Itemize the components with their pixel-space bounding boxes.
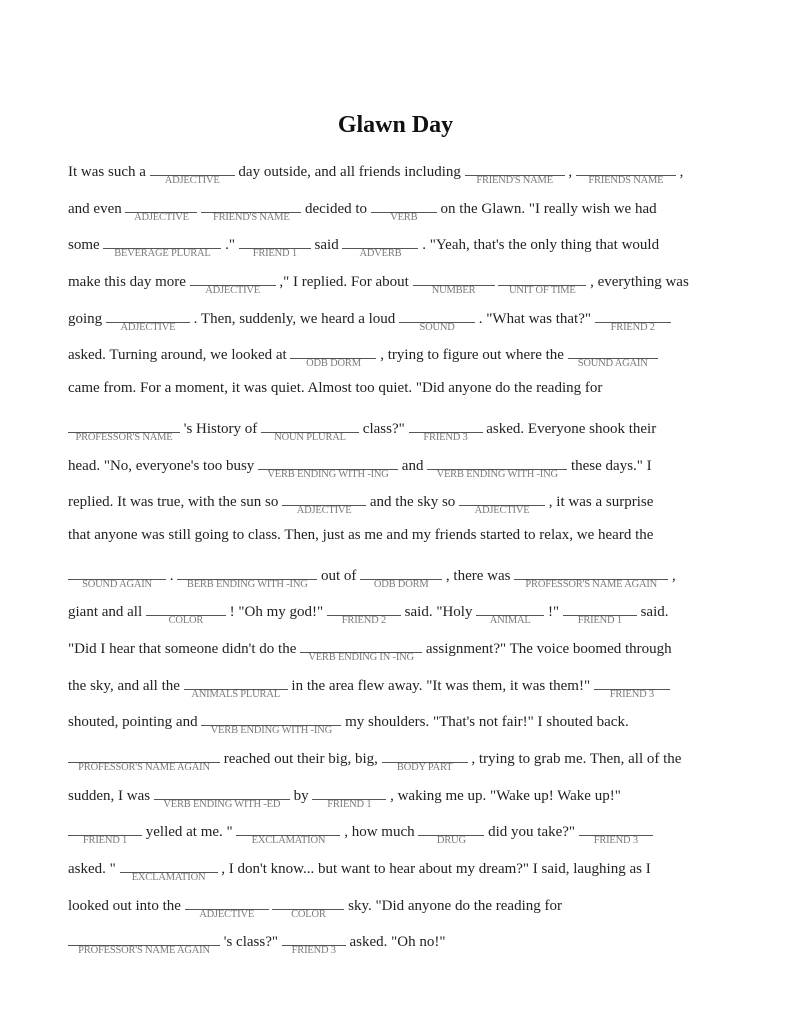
- story-line: [68, 894, 748, 931]
- story-text: asked. Turning around, we looked at: [68, 347, 291, 364]
- blank-field[interactable]: [68, 417, 180, 443]
- blank-label: ADJECTIVE: [134, 211, 189, 223]
- story-text: 's class?": [220, 934, 282, 951]
- blank-label: ODB DORM: [306, 358, 361, 370]
- blank-field[interactable]: [68, 930, 220, 957]
- blank-field[interactable]: [476, 600, 544, 627]
- blank-label: FRIENDS NAME: [588, 175, 664, 186]
- story-text: . "What was that?": [475, 310, 595, 327]
- blank-label: COLOR: [168, 615, 204, 627]
- blank-label: FRIEND 1: [252, 248, 297, 260]
- story-text: looked out into the: [68, 897, 185, 914]
- blank-field[interactable]: [342, 233, 418, 260]
- blank-label: EXCLAMATION: [131, 872, 206, 884]
- blank-field[interactable]: [154, 784, 290, 810]
- blank-label: VERB ENDING WITH -ING: [267, 468, 389, 480]
- blank-label: ADJECTIVE: [164, 175, 220, 186]
- blank-field[interactable]: [68, 747, 220, 773]
- story-text: head. "No, everyone's too busy: [68, 457, 259, 474]
- story-text: sky. "Did anyone do the reading for: [344, 897, 563, 914]
- story-text: make this day more: [68, 274, 190, 291]
- story-line: [68, 710, 748, 747]
- story-text: and the sky so: [366, 494, 460, 511]
- blank-label: FRIEND 3: [423, 431, 468, 443]
- story-line: [68, 417, 748, 454]
- story-text: , waking me up. "Wake up! Wake up!": [386, 787, 621, 804]
- story-text: ,: [564, 164, 576, 180]
- blank-label: VERB: [390, 211, 418, 223]
- blank-field[interactable]: [236, 820, 340, 847]
- story-text: came from. For a moment, it was quiet. Almost too quiet. "Did anyone do the reading for: [68, 380, 603, 397]
- story-text: reached out their big, big,: [220, 751, 382, 767]
- blank-field[interactable]: [498, 270, 586, 297]
- blank-label: BODY PART: [396, 762, 453, 773]
- blank-label: VERB ENDING WITH -ING: [210, 725, 332, 737]
- blank-field[interactable]: [201, 710, 341, 737]
- blank-label: SOUND: [419, 321, 455, 333]
- story-line: [68, 197, 748, 234]
- blank-label: PROFESSOR'S NAME AGAIN: [78, 762, 210, 773]
- blank-label: VERB ENDING WITH -ED: [163, 798, 281, 810]
- story-text: these days." I: [567, 457, 652, 474]
- blank-field[interactable]: [68, 564, 166, 590]
- blank-label: ODB DORM: [373, 578, 429, 590]
- blank-field[interactable]: [258, 454, 398, 480]
- story-line: [68, 600, 748, 637]
- story-text: did you take?": [484, 824, 579, 841]
- story-line: [68, 490, 748, 527]
- story-text: day outside, and all friends including: [234, 164, 465, 180]
- blank-field[interactable]: [459, 490, 545, 517]
- story-text: some: [68, 237, 104, 254]
- story-line: [68, 747, 748, 784]
- story-text: shouted, pointing and: [68, 714, 202, 731]
- story-text: asked. ": [68, 861, 120, 878]
- blank-label: ADJECTIVE: [120, 321, 176, 333]
- story-text: , there was: [442, 567, 515, 584]
- blank-label: UNIT OF TIME: [509, 285, 576, 297]
- story-line: [68, 930, 748, 967]
- story-line: [68, 307, 748, 344]
- blank-label: SOUND AGAIN: [577, 358, 648, 370]
- story-text: yelled at me. ": [142, 824, 237, 841]
- blank-label: VERB ENDING IN -ING: [308, 651, 414, 663]
- story-line: [68, 564, 748, 601]
- story-line: [68, 380, 748, 417]
- story-line: [68, 784, 748, 821]
- story-text: asked. "Oh no!": [345, 934, 446, 951]
- story-text: said.: [636, 604, 669, 621]
- blank-label: NOUN PLURAL: [274, 431, 346, 443]
- story-line: [68, 454, 748, 491]
- blank-label: EXCLAMATION: [251, 835, 326, 847]
- story-line: [68, 343, 748, 380]
- blank-field[interactable]: [409, 417, 483, 443]
- blank-label: PROFESSOR'S NAME AGAIN: [525, 578, 658, 590]
- story-line: [68, 820, 748, 857]
- blank-label: FRIEND 3: [609, 688, 654, 700]
- blank-field[interactable]: [125, 197, 197, 223]
- blank-label: ADVERB: [359, 248, 402, 260]
- story-line: [68, 233, 748, 270]
- story-line: [68, 527, 748, 564]
- blank-label: ANIMAL: [489, 615, 531, 627]
- blank-field[interactable]: [576, 160, 676, 186]
- blank-field[interactable]: [68, 820, 142, 847]
- blank-field[interactable]: [465, 160, 565, 186]
- blank-field[interactable]: [579, 820, 653, 847]
- blank-label: FRIEND 3: [593, 835, 638, 847]
- blank-field[interactable]: [312, 784, 386, 810]
- blank-label: DRUG: [436, 835, 466, 847]
- blank-label: SOUND AGAIN: [82, 578, 152, 590]
- blank-label: PROFESSOR'S NAME: [75, 431, 173, 443]
- blank-label: FRIEND 1: [577, 615, 622, 627]
- story-line: [68, 674, 748, 711]
- blank-field[interactable]: [327, 600, 401, 627]
- story-text: class?": [359, 420, 409, 437]
- blank-field[interactable]: [146, 600, 226, 627]
- blank-field[interactable]: [514, 564, 668, 590]
- story-text: . "Yeah, that's the only thing that would: [418, 237, 660, 254]
- story-text: giant and all: [68, 604, 146, 621]
- story-text: the sky, and all the: [68, 677, 184, 694]
- story-text: assignment?" The voice boomed through: [422, 640, 672, 657]
- story-text: said: [310, 237, 343, 254]
- blank-label: FRIEND 2: [610, 321, 655, 333]
- story-text: sudden, I was: [68, 787, 154, 804]
- blank-label: ANIMALS PLURAL: [191, 688, 280, 700]
- blank-field[interactable]: [185, 894, 269, 920]
- story-text: my shoulders. "That's not fair!" I shouted back.: [341, 714, 629, 731]
- story-text: . Then, suddenly, we heard a loud: [189, 310, 400, 327]
- blank-field[interactable]: [261, 417, 359, 443]
- story-text: .: [166, 567, 178, 584]
- story-text: on the Glawn. "I really wish we had: [436, 200, 657, 217]
- blank-field[interactable]: [360, 564, 442, 590]
- blank-field[interactable]: [595, 307, 671, 333]
- story-line: [68, 857, 748, 894]
- blank-field[interactable]: [427, 454, 567, 480]
- blank-label: ADJECTIVE: [205, 285, 261, 297]
- blank-field[interactable]: [371, 197, 437, 223]
- story-line: [68, 637, 748, 674]
- story-text: and: [398, 457, 428, 474]
- blank-label: ADJECTIVE: [296, 505, 352, 517]
- blank-field[interactable]: [282, 490, 366, 517]
- blank-label: NUMBER: [431, 285, 476, 297]
- story-text: , I don't know... but want to hear about my dream?" I said, laughing as I: [217, 861, 651, 878]
- blank-label: FRIEND 2: [341, 615, 386, 627]
- story-text: replied. It was true, with the sun so: [68, 494, 283, 511]
- blank-label: FRIEND 1: [327, 798, 372, 810]
- story-text: !": [544, 604, 563, 621]
- blank-label: FRIEND'S NAME: [476, 175, 553, 186]
- blank-field[interactable]: [563, 600, 637, 627]
- story-text: that anyone was still going to class. Then, just as me and my friends started to relax, we heard the: [68, 526, 654, 543]
- blank-label: COLOR: [291, 908, 326, 920]
- story-text: and even: [68, 200, 126, 217]
- blank-field[interactable]: [106, 307, 190, 333]
- story-text: , it was a surprise: [545, 494, 654, 511]
- blank-field[interactable]: [177, 564, 317, 590]
- blank-field[interactable]: [300, 637, 422, 663]
- blank-field[interactable]: [568, 343, 658, 370]
- blank-label: ADJECTIVE: [199, 908, 255, 920]
- story-text: decided to: [301, 200, 371, 217]
- blank-field[interactable]: [399, 307, 475, 333]
- blank-label: VERB ENDING WITH -ING: [436, 468, 558, 480]
- story-text: , how much: [340, 824, 419, 841]
- blank-label: FRIEND'S NAME: [212, 211, 290, 223]
- story-text: , everything was: [586, 274, 689, 291]
- blank-field[interactable]: [184, 674, 288, 700]
- blank-field[interactable]: [413, 270, 495, 297]
- story-text: out of: [317, 567, 361, 584]
- story-body: [68, 160, 748, 967]
- story-text: going: [68, 310, 106, 327]
- story-text: said. "Holy: [400, 604, 477, 621]
- blank-label: FRIEND 3: [291, 945, 336, 957]
- story-line: [68, 160, 748, 197]
- story-text: It was such a: [68, 164, 150, 180]
- story-line: [68, 270, 748, 307]
- story-text: by: [289, 787, 313, 804]
- blank-field[interactable]: [290, 343, 376, 370]
- blank-field[interactable]: [594, 674, 670, 700]
- blank-field[interactable]: [120, 857, 218, 884]
- story-text: ," I replied. For about: [275, 274, 413, 291]
- story-text: ! "Oh my god!": [225, 604, 327, 621]
- blank-label: BERB ENDING WITH -ING: [186, 578, 308, 590]
- blank-label: FRIEND 1: [82, 835, 128, 847]
- blank-field[interactable]: [382, 747, 468, 773]
- blank-field[interactable]: [103, 233, 221, 260]
- story-text: asked. Everyone shook their: [482, 420, 657, 437]
- story-text: .": [221, 237, 239, 254]
- story-text: in the area flew away. "It was them, it was them!": [287, 677, 594, 694]
- blank-field[interactable]: [150, 160, 235, 186]
- blank-field[interactable]: [190, 270, 276, 297]
- blank-label: BEVERAGE PLURAL: [114, 248, 211, 260]
- blank-field[interactable]: [239, 233, 311, 260]
- blank-field[interactable]: [272, 894, 344, 920]
- story-text: , trying to figure out where the: [376, 347, 568, 364]
- blank-label: PROFESSOR'S NAME AGAIN: [78, 945, 210, 957]
- story-text: , trying to grab me. Then, all of the: [467, 751, 682, 767]
- story-text: ,: [668, 567, 676, 584]
- blank-field[interactable]: [282, 930, 346, 957]
- blank-field[interactable]: [418, 820, 484, 847]
- blank-field[interactable]: [201, 197, 301, 223]
- story-text: 's History of: [180, 420, 262, 437]
- page-title: Glawn Day: [337, 112, 454, 138]
- blank-label: ADJECTIVE: [474, 505, 530, 517]
- story-text: "Did I hear that someone didn't do the: [68, 640, 301, 657]
- story-text: ,: [675, 164, 684, 180]
